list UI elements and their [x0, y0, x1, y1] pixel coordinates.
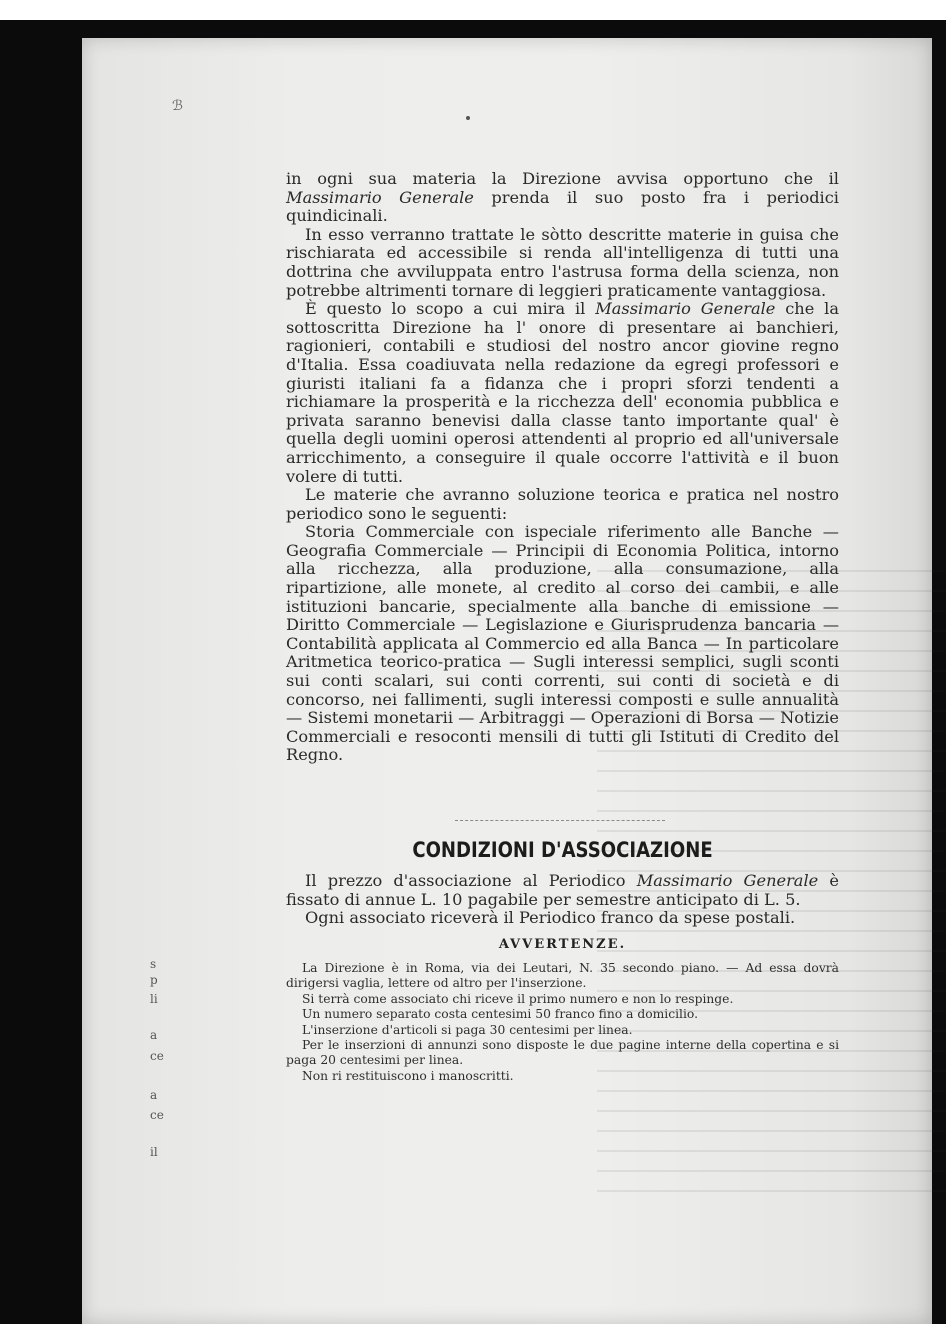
paragraph-text: Il prezzo d'associazione al Periodico [305, 871, 637, 890]
notice-item: Non ri restituiscono i manoscritti. [302, 1068, 514, 1083]
notice-item: L'inserzione d'articoli si paga 30 centesimi per linea. [302, 1022, 633, 1037]
paragraph-text: in ogni sua materia la Direzione avvisa opportuno che il [286, 169, 839, 188]
scan-top-margin [0, 0, 946, 20]
notices-list [286, 961, 839, 1084]
margin-mark: a [150, 1088, 158, 1102]
notice-item: Per le inserzioni di annunzi sono disposte le due pagine interne della copertina e si paga 20 centesimi per linea. [286, 1038, 839, 1068]
margin-mark: li [150, 992, 158, 1006]
notices-heading: AVVERTENZE. [498, 937, 627, 952]
conditions-heading: CONDIZIONI D'ASSOCIAZIONE [412, 838, 713, 862]
paragraph-topics-list: Storia Commerciale con ispeciale riferimento alle Banche — Geografia Commerciale — Principii di Economia Politica, intorno alla ricchezza, alla produzione, alla consumazione, alla ripartizione, alle monete, al credito al corso dei cambii, e alle istituzioni bancarie, specialmente alla banche di emissione — Diritto Commerciale — Legislazione e Giurisprudenza bancaria — Contabilità applicata al Commercio ed alla Banca — In particolare Aritmetica teorico-pratica — Sugli interessi semplici, sugli sconti sui conti scalari, sui conti correnti, sui conti di società e di concorso, nei fallimenti, sugli interessi composti e sulle annualità — Sistemi monetarii — Arbitraggi — Operazioni di Borsa — Notizie Commerciali e resoconti mensili di tutti gli Istituti di Credito del Regno. [286, 522, 839, 765]
periodical-title: Massimario Generale [636, 871, 819, 890]
margin-mark: ce [150, 1108, 164, 1122]
notice-item: La Direzione è in Roma, via dei Leutari, N. 35 secondo piano. — Ad essa dovrà dirigersi vaglia, lettere od altro per l'inserzione. [286, 961, 839, 991]
corner-mark: ℬ [172, 98, 184, 114]
margin-mark: a [150, 1028, 158, 1042]
periodical-title: Massimario Generale [286, 187, 474, 207]
margin-mark: s [150, 957, 157, 971]
margin-mark: ce [150, 1049, 164, 1063]
margin-mark: p [150, 973, 158, 987]
notice-item: Un numero separato costa centesimi 50 franco fino a domicilio. [302, 1007, 699, 1022]
margin-mark: il [150, 1145, 158, 1159]
body-text [286, 170, 839, 765]
ink-speck [466, 116, 470, 120]
periodical-title: Massimario Generale [595, 299, 776, 319]
conditions-text [286, 872, 839, 928]
paragraph-price [286, 872, 839, 909]
paragraph-text: che la sottoscritta Direzione ha l' onore di presentare ai banchieri, ragionieri, contabili e studiosi del nostro ancor giovine regno d'Italia. Essa coadiuvata nella redazione da egregi professori e giuristi italiani fa a fidanza che i propri sforzi tendenti a richiamare la prosperità e la ricchezza dell' economia pubblica e privata saranno benevisi dalla classe tanto importante qual' è quella degli uomini operosi attendenti al proprio ed all'universale arricchimento, a conseguire il quale occorre l'attività e il buon volere di tutti. [286, 299, 839, 486]
paragraph-content: In esso verranno trattate le sòtto descritte materie in guisa che rischiarata ed accessibile si renda all'intelligenza di tutti una dottrina che avviluppata entro l'astrusa forma della scienza, non potrebbe altrimenti tornare di leggieri praticamente vantaggiosa. [286, 224, 839, 300]
paragraph-purpose [286, 300, 839, 486]
paragraph-text: è fissato di annue L. 10 pagabile per semestre anticipato di L. 5. [286, 871, 839, 909]
paragraph-intro [286, 170, 839, 226]
notice-item: Si terrà come associato chi riceve il primo numero e non lo respinge. [302, 991, 734, 1006]
paragraph-postage: Ogni associato riceverà il Periodico franco da spese postali. [305, 908, 796, 928]
paragraph-text: È questo lo scopo a cui mira il [305, 299, 596, 319]
paragraph-topics-intro: Le materie che avranno soluzione teorica e pratica nel nostro periodico sono le seguenti: [286, 485, 839, 523]
paragraph-text: prenda il suo posto fra i periodici quindicinali. [286, 187, 839, 226]
section-divider [455, 820, 665, 821]
